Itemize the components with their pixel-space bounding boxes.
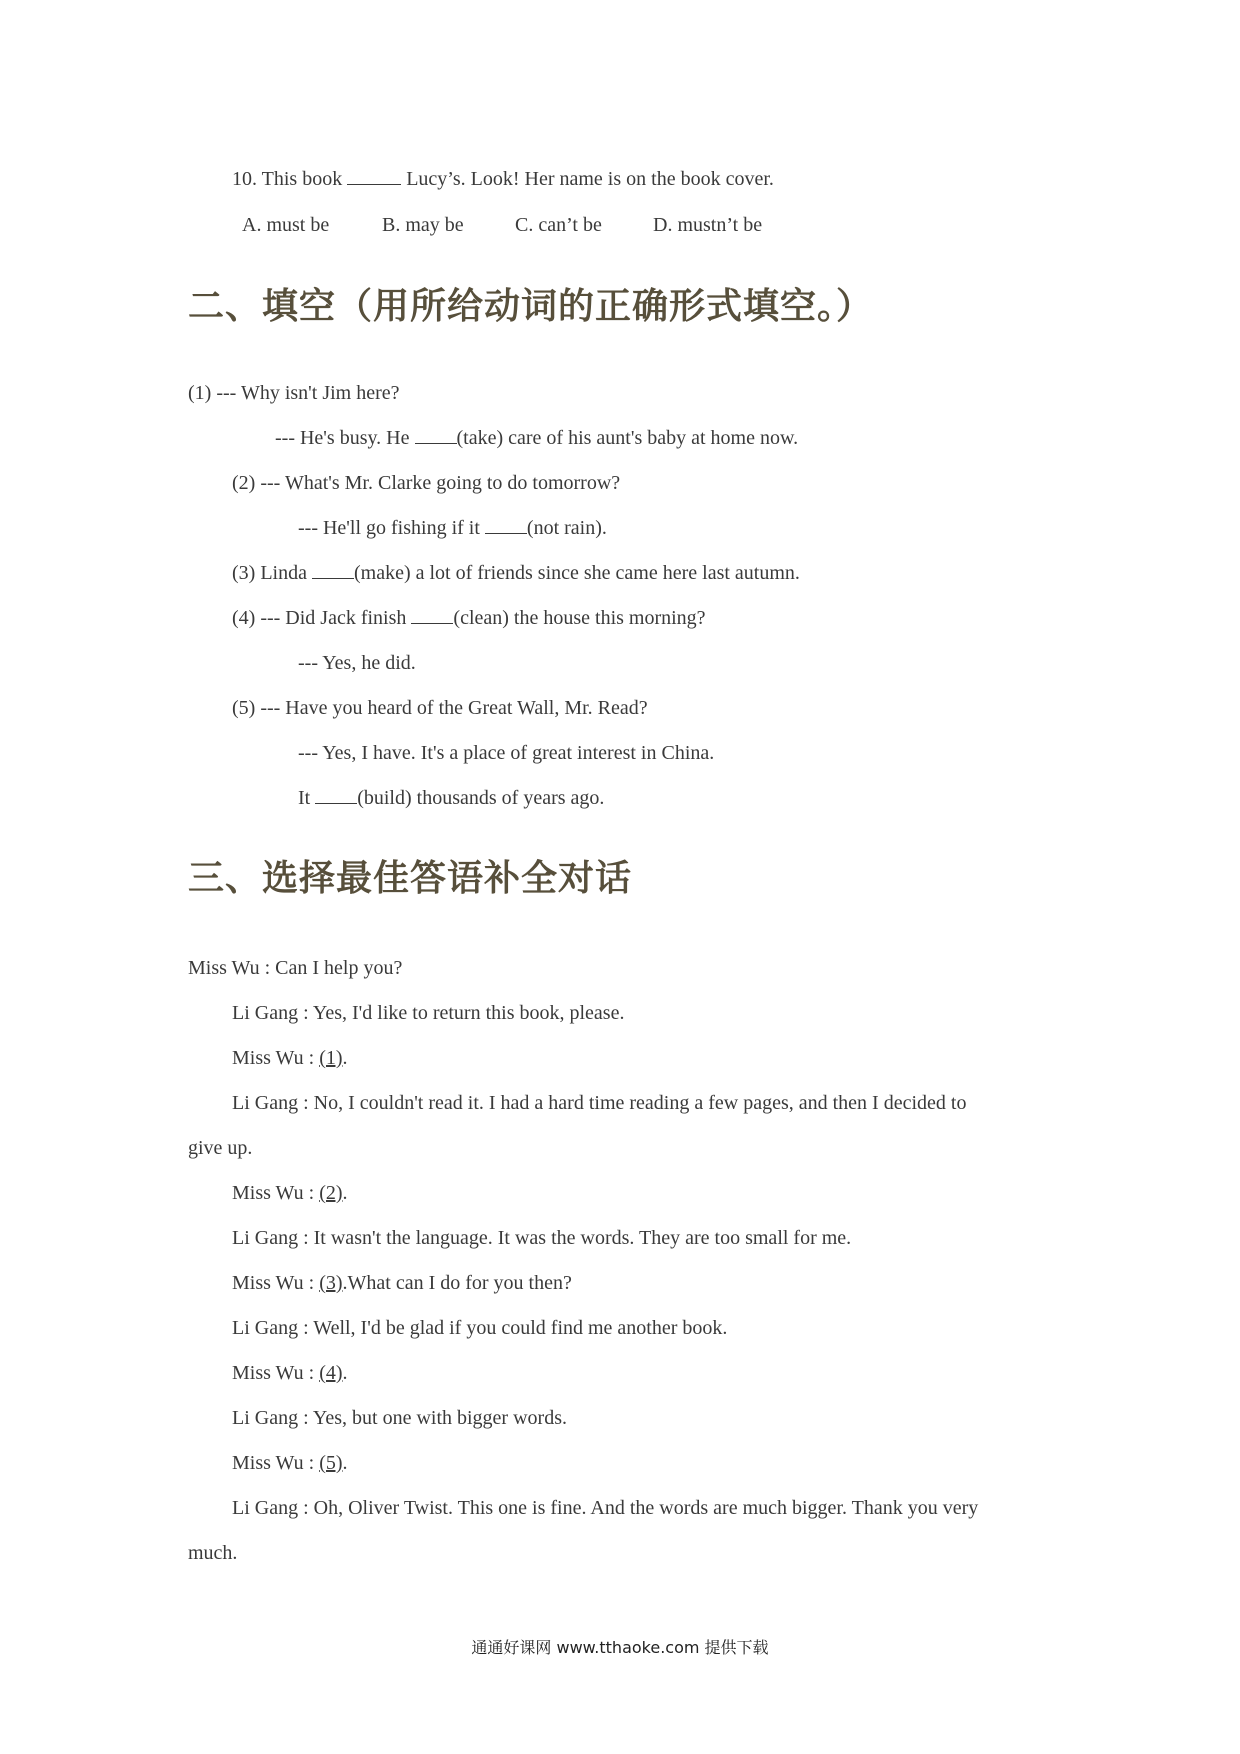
dialog-line: Li Gang : It wasn't the language. It was the words. They are too small for me. — [232, 1227, 852, 1249]
s2-q2-line-b: --- He'll go fishing if it (not rain). — [298, 517, 607, 539]
dialog-line: Li Gang : Well, I'd be glad if you could find me another book. — [232, 1317, 728, 1339]
dialog-line: Miss Wu : (1). — [232, 1047, 348, 1069]
answer-blank — [312, 560, 354, 579]
dialog-line: Miss Wu : Can I help you? — [188, 957, 403, 979]
s2-q4-line-a: (4) --- Did Jack finish (clean) the house this morning? — [232, 607, 706, 629]
dialog-line: much. — [188, 1542, 238, 1564]
dialog-line: Li Gang : Yes, I'd like to return this book, please. — [232, 1002, 625, 1024]
dialog-line: Li Gang : Yes, but one with bigger words. — [232, 1407, 567, 1429]
blank-number: (5) — [319, 1452, 343, 1474]
section-2-heading: 二、填空（用所给动词的正确形式填空。） — [188, 286, 874, 327]
blank-number: (1) — [319, 1047, 343, 1069]
blank-number: (2) — [319, 1182, 343, 1204]
dialog-line: Li Gang : No, I couldn't read it. I had a hard time reading a few pages, and then I decided to — [232, 1092, 967, 1114]
s2-q3: (3) Linda (make) a lot of friends since she came here last autumn. — [232, 562, 800, 584]
dialog-line: Miss Wu : (2). — [232, 1182, 348, 1204]
option-d: D. mustn’t be — [653, 214, 763, 236]
dialog-line: Miss Wu : (5). — [232, 1452, 348, 1474]
s2-q2-line-a: (2) --- What's Mr. Clarke going to do tomorrow? — [232, 472, 621, 494]
answer-blank — [347, 166, 401, 185]
blank-number: (4) — [319, 1362, 343, 1384]
blank-number: (3) — [319, 1272, 343, 1294]
answer-blank — [411, 605, 453, 624]
s2-q5-line-c: It (build) thousands of years ago. — [298, 787, 605, 809]
s2-q5-line-b: --- Yes, I have. It's a place of great interest in China. — [298, 742, 715, 764]
question-10: 10. This book Lucy’s. Look! Her name is on the book cover. — [232, 168, 774, 190]
section-3-heading: 三、选择最佳答语补全对话 — [188, 858, 633, 899]
dialog-line: Miss Wu : (4). — [232, 1362, 348, 1384]
question-10-options — [242, 212, 762, 238]
dialog-line: Miss Wu : (3).What can I do for you then? — [232, 1272, 572, 1294]
s2-q5-line-a: (5) --- Have you heard of the Great Wall, Mr. Read? — [232, 697, 648, 719]
answer-blank — [485, 515, 527, 534]
answer-blank — [415, 425, 457, 444]
page-footer: 通通好课网 www.tthaoke.com 提供下载 — [471, 1638, 769, 1657]
dialog-line: Li Gang : Oh, Oliver Twist. This one is fine. And the words are much bigger. Thank you very — [232, 1497, 979, 1519]
answer-blank — [315, 785, 357, 804]
option-b: B. may be — [382, 214, 464, 236]
s2-q1-line-b: --- He's busy. He (take) care of his aunt's baby at home now. — [275, 427, 799, 449]
dialog-line: give up. — [188, 1137, 253, 1159]
option-a: A. must be — [242, 214, 330, 236]
s2-q1-line-a: (1) --- Why isn't Jim here? — [188, 382, 400, 404]
option-c: C. can’t be — [515, 214, 602, 236]
s2-q4-line-b: --- Yes, he did. — [298, 652, 416, 674]
